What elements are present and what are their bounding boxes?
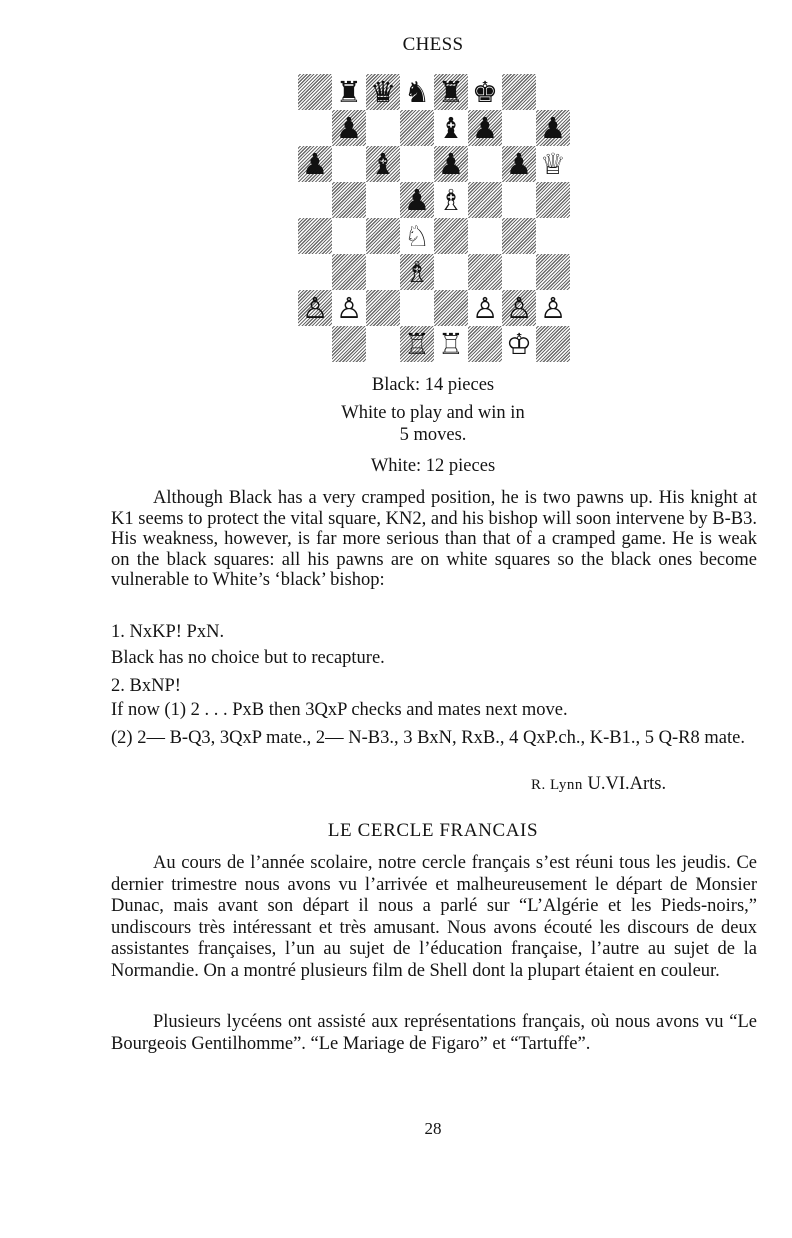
- board-square: [332, 326, 366, 362]
- board-square: [332, 110, 366, 146]
- chess-piece-icon: ♜: [336, 74, 362, 109]
- board-square: [400, 110, 434, 146]
- white-pieces-caption: White: 12 pieces: [370, 456, 496, 476]
- board-square: [468, 290, 502, 326]
- chess-piece-icon: ♝: [438, 110, 464, 145]
- move-two: 2. BxNP!: [111, 676, 181, 696]
- french-paragraph-2: Plusieurs lycéens ont assisté aux représentations français, où nous avons vu “Le Bourgeois Gentilhomme”. “Le Mariage de Figaro” et “Tartuffe”.: [111, 1012, 757, 1054]
- chess-piece-icon: ♟: [438, 146, 464, 181]
- board-square: [536, 326, 570, 362]
- chess-piece-icon: ♛: [370, 74, 396, 109]
- chess-piece-icon: ♙: [540, 290, 566, 325]
- chess-piece-icon: ♚: [472, 74, 498, 109]
- board-square: [468, 326, 502, 362]
- board-square: [468, 146, 502, 182]
- board-square: [434, 182, 468, 218]
- board-square: [468, 182, 502, 218]
- chess-piece-icon: ♟: [404, 182, 430, 217]
- problem-task-caption: White to play and win in 5 moves.: [341, 403, 525, 445]
- board-square: [536, 254, 570, 290]
- chess-piece-icon: ♟: [506, 146, 532, 181]
- board-square: [502, 326, 536, 362]
- chess-piece-icon: ♙: [472, 290, 498, 325]
- black-pieces-caption: Black: 14 pieces: [371, 375, 495, 395]
- author-form: U.VI.Arts.: [587, 774, 667, 794]
- chess-piece-icon: ♖: [438, 326, 464, 361]
- board-square: [468, 74, 502, 110]
- board-square: [502, 218, 536, 254]
- board-square: [298, 326, 332, 362]
- board-square: [298, 182, 332, 218]
- board-square: [400, 254, 434, 290]
- chess-piece-icon: ♜: [438, 74, 464, 109]
- chess-piece-icon: ♗: [404, 254, 430, 289]
- board-square: [536, 110, 570, 146]
- french-paragraph-1: Au cours de l’année scolaire, notre cercle français s’est réuni tous les jeudis. Ce dernier trimestre nous avons vu l’arrivée et malheureusement le départ de Monsier Dunac, mais avant son départ il nous a parlé sur “L’Algérie et les Pieds-noirs,” undiscours très intéressant et très amusant. Nous avons écouté les discours de deux assistantes françaises, l’un au sujet de l’éducation française, l’autre au sujet de la Normandie. On a montré plusieurs film de Shell dont la plupart étaient en couleur.: [111, 853, 757, 981]
- chess-piece-icon: ♞: [404, 74, 430, 109]
- board-square: [434, 110, 468, 146]
- board-square: [400, 182, 434, 218]
- board-square: [332, 74, 366, 110]
- board-square: [400, 146, 434, 182]
- board-square: [298, 74, 332, 110]
- board-square: [332, 290, 366, 326]
- chess-piece-icon: ♝: [370, 146, 396, 181]
- chess-piece-icon: ♔: [506, 326, 532, 361]
- board-square: [434, 218, 468, 254]
- variation-one: If now (1) 2 . . . PxB then 3QxP checks and mates next move.: [111, 700, 568, 720]
- chess-piece-icon: ♙: [302, 290, 328, 325]
- board-square: [298, 110, 332, 146]
- board-square: [332, 254, 366, 290]
- board-square: [332, 182, 366, 218]
- chess-piece-icon: ♖: [404, 326, 430, 361]
- chess-piece-icon: ♘: [404, 218, 430, 253]
- board-square: [536, 146, 570, 182]
- board-square: [298, 218, 332, 254]
- board-square: [536, 74, 570, 110]
- board-square: [298, 146, 332, 182]
- chess-board: [298, 74, 570, 362]
- board-square: [502, 110, 536, 146]
- board-square: [366, 254, 400, 290]
- move-one-note: Black has no choice but to recapture.: [111, 648, 385, 668]
- chess-piece-icon: ♟: [540, 110, 566, 145]
- board-square: [366, 182, 400, 218]
- board-square: [434, 74, 468, 110]
- board-square: [502, 254, 536, 290]
- board-square: [332, 218, 366, 254]
- board-square: [332, 146, 366, 182]
- board-square: [468, 110, 502, 146]
- board-square: [536, 290, 570, 326]
- board-square: [400, 74, 434, 110]
- board-square: [536, 182, 570, 218]
- board-square: [434, 254, 468, 290]
- board-square: [434, 146, 468, 182]
- chess-intro-paragraph: Although Black has a very cramped position, he is two pawns up. His knight at K1 seems to protect the vital square, KN2, and his bishop will soon intervene by B-B3. His weakness, however, is far more serious than that of a cramped game. He is weak on the black squares: all his pawns are on white squares so the black ones become vulnerable to White’s ‘black’ bishop:: [111, 488, 757, 590]
- board-square: [434, 326, 468, 362]
- board-square: [502, 146, 536, 182]
- author-signature: [531, 774, 666, 795]
- author-name: R. Lynn: [531, 777, 583, 793]
- board-square: [366, 146, 400, 182]
- board-square: [468, 218, 502, 254]
- chess-piece-icon: ♟: [336, 110, 362, 145]
- board-square: [366, 218, 400, 254]
- board-square: [366, 110, 400, 146]
- board-square: [434, 290, 468, 326]
- board-square: [468, 254, 502, 290]
- move-one: 1. NxKP! PxN.: [111, 622, 225, 642]
- chess-piece-icon: ♟: [472, 110, 498, 145]
- board-square: [400, 326, 434, 362]
- chess-piece-icon: ♗: [438, 182, 464, 217]
- chess-heading: CHESS: [402, 34, 464, 55]
- board-square: [400, 218, 434, 254]
- board-square: [502, 74, 536, 110]
- board-square: [502, 290, 536, 326]
- chess-piece-icon: ♙: [506, 290, 532, 325]
- chess-piece-icon: ♙: [336, 290, 362, 325]
- board-square: [366, 326, 400, 362]
- board-square: [298, 290, 332, 326]
- chess-piece-icon: ♕: [540, 146, 566, 181]
- board-square: [298, 254, 332, 290]
- french-club-heading: LE CERCLE FRANCAIS: [327, 820, 539, 841]
- board-square: [400, 290, 434, 326]
- board-square: [366, 74, 400, 110]
- variation-two: (2) 2— B-Q3, 3QxP mate., 2— N-B3., 3 BxN, RxB., 4 QxP.ch., K-B1., 5 Q-R8 mate.: [111, 728, 745, 748]
- chess-piece-icon: ♟: [302, 146, 328, 181]
- board-square: [366, 290, 400, 326]
- board-square: [502, 182, 536, 218]
- board-square: [536, 218, 570, 254]
- page-number: 28: [424, 1119, 442, 1138]
